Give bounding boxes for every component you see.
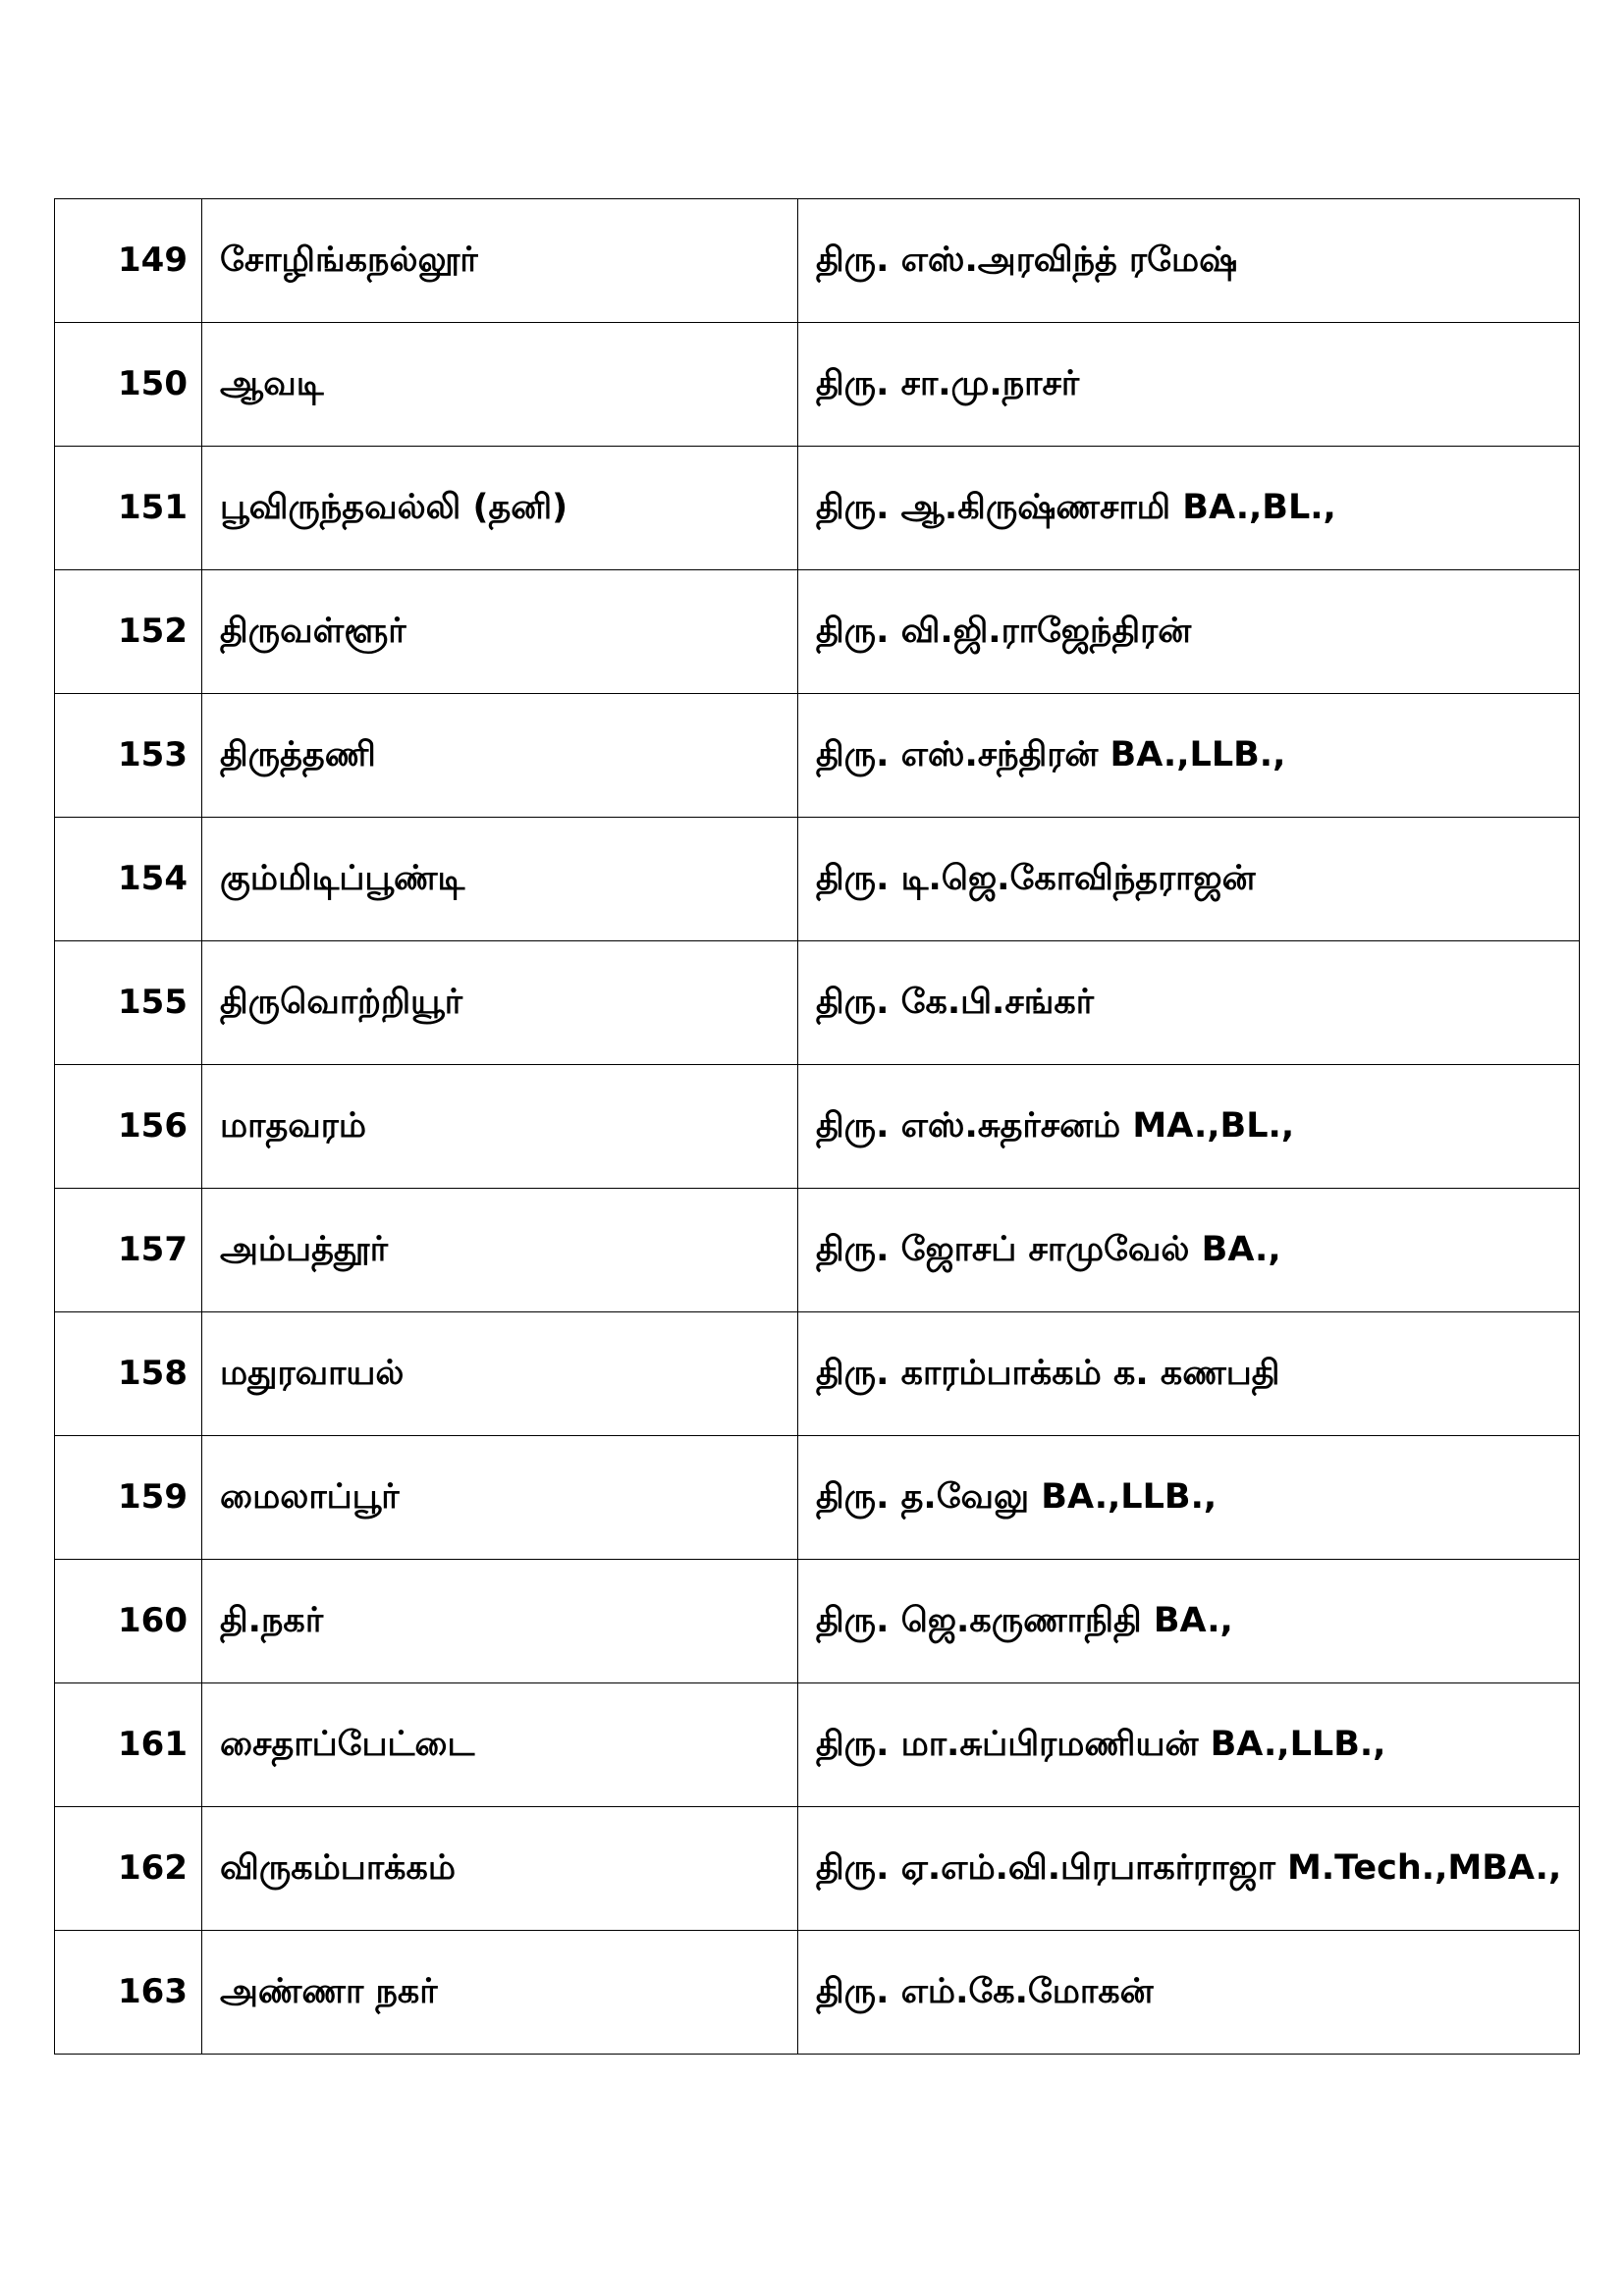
candidate-name-cell: திரு. மா.சுப்பிரமணியன் BA.,LLB., xyxy=(798,1683,1580,1807)
serial-number-cell: 157 xyxy=(55,1189,202,1312)
candidate-name-cell: திரு. எஸ்.அரவிந்த் ரமேஷ் xyxy=(798,199,1580,323)
table-row xyxy=(55,323,1580,447)
constituency-cell: அண்ணா நகர் xyxy=(202,1931,798,2055)
serial-number-cell: 153 xyxy=(55,694,202,818)
serial-number-cell: 150 xyxy=(55,323,202,447)
table-row xyxy=(55,1560,1580,1683)
candidate-name-cell: திரு. ஜெ.கருணாநிதி BA., xyxy=(798,1560,1580,1683)
constituency-cell: மதுரவாயல் xyxy=(202,1312,798,1436)
serial-number-cell: 154 xyxy=(55,818,202,941)
serial-number-cell: 158 xyxy=(55,1312,202,1436)
table-row xyxy=(55,1807,1580,1931)
constituency-cell: ஆவடி xyxy=(202,323,798,447)
table-row xyxy=(55,941,1580,1065)
candidate-name-cell: திரு. ஜோசப் சாமுவேல் BA., xyxy=(798,1189,1580,1312)
candidate-name-cell: திரு. சா.மு.நாசர் xyxy=(798,323,1580,447)
constituency-cell: மைலாப்பூர் xyxy=(202,1436,798,1560)
table-row xyxy=(55,447,1580,570)
constituency-cell: தி.நகர் xyxy=(202,1560,798,1683)
table-row xyxy=(55,1436,1580,1560)
constituency-cell: சைதாப்பேட்டை xyxy=(202,1683,798,1807)
serial-number-cell: 161 xyxy=(55,1683,202,1807)
candidate-table-body xyxy=(55,199,1580,2055)
table-row xyxy=(55,1931,1580,2055)
candidate-name-cell: திரு. கே.பி.சங்கர் xyxy=(798,941,1580,1065)
serial-number-cell: 149 xyxy=(55,199,202,323)
serial-number-cell: 151 xyxy=(55,447,202,570)
serial-number-cell: 163 xyxy=(55,1931,202,2055)
candidate-table xyxy=(54,198,1580,2055)
candidate-name-cell: திரு. எம்.கே.மோகன் xyxy=(798,1931,1580,2055)
table-row xyxy=(55,1312,1580,1436)
constituency-cell: திருவொற்றியூர் xyxy=(202,941,798,1065)
constituency-cell: திருத்தணி xyxy=(202,694,798,818)
table-row xyxy=(55,199,1580,323)
candidate-name-cell: திரு. வி.ஜி.ராஜேந்திரன் xyxy=(798,570,1580,694)
table-row xyxy=(55,1683,1580,1807)
constituency-cell: திருவள்ளூர் xyxy=(202,570,798,694)
serial-number-cell: 159 xyxy=(55,1436,202,1560)
serial-number-cell: 160 xyxy=(55,1560,202,1683)
constituency-cell: விருகம்பாக்கம் xyxy=(202,1807,798,1931)
candidate-name-cell: திரு. ஏ.எம்.வி.பிரபாகர்ராஜா M.Tech.,MBA., xyxy=(798,1807,1580,1931)
serial-number-cell: 152 xyxy=(55,570,202,694)
constituency-cell: பூவிருந்தவல்லி (தனி) xyxy=(202,447,798,570)
serial-number-cell: 162 xyxy=(55,1807,202,1931)
table-row xyxy=(55,694,1580,818)
candidate-name-cell: திரு. எஸ்.சந்திரன் BA.,LLB., xyxy=(798,694,1580,818)
constituency-cell: மாதவரம் xyxy=(202,1065,798,1189)
constituency-cell: கும்மிடிப்பூண்டி xyxy=(202,818,798,941)
table-row xyxy=(55,818,1580,941)
serial-number-cell: 156 xyxy=(55,1065,202,1189)
candidate-name-cell: திரு. த.வேலு BA.,LLB., xyxy=(798,1436,1580,1560)
table-row xyxy=(55,1065,1580,1189)
candidate-name-cell: திரு. காரம்பாக்கம் க. கணபதி xyxy=(798,1312,1580,1436)
candidate-name-cell: திரு. ஆ.கிருஷ்ணசாமி BA.,BL., xyxy=(798,447,1580,570)
serial-number-cell: 155 xyxy=(55,941,202,1065)
constituency-cell: சோழிங்கநல்லூர் xyxy=(202,199,798,323)
table-row xyxy=(55,570,1580,694)
constituency-cell: அம்பத்தூர் xyxy=(202,1189,798,1312)
candidate-name-cell: திரு. டி.ஜெ.கோவிந்தராஜன் xyxy=(798,818,1580,941)
candidate-name-cell: திரு. எஸ்.சுதர்சனம் MA.,BL., xyxy=(798,1065,1580,1189)
table-row xyxy=(55,1189,1580,1312)
